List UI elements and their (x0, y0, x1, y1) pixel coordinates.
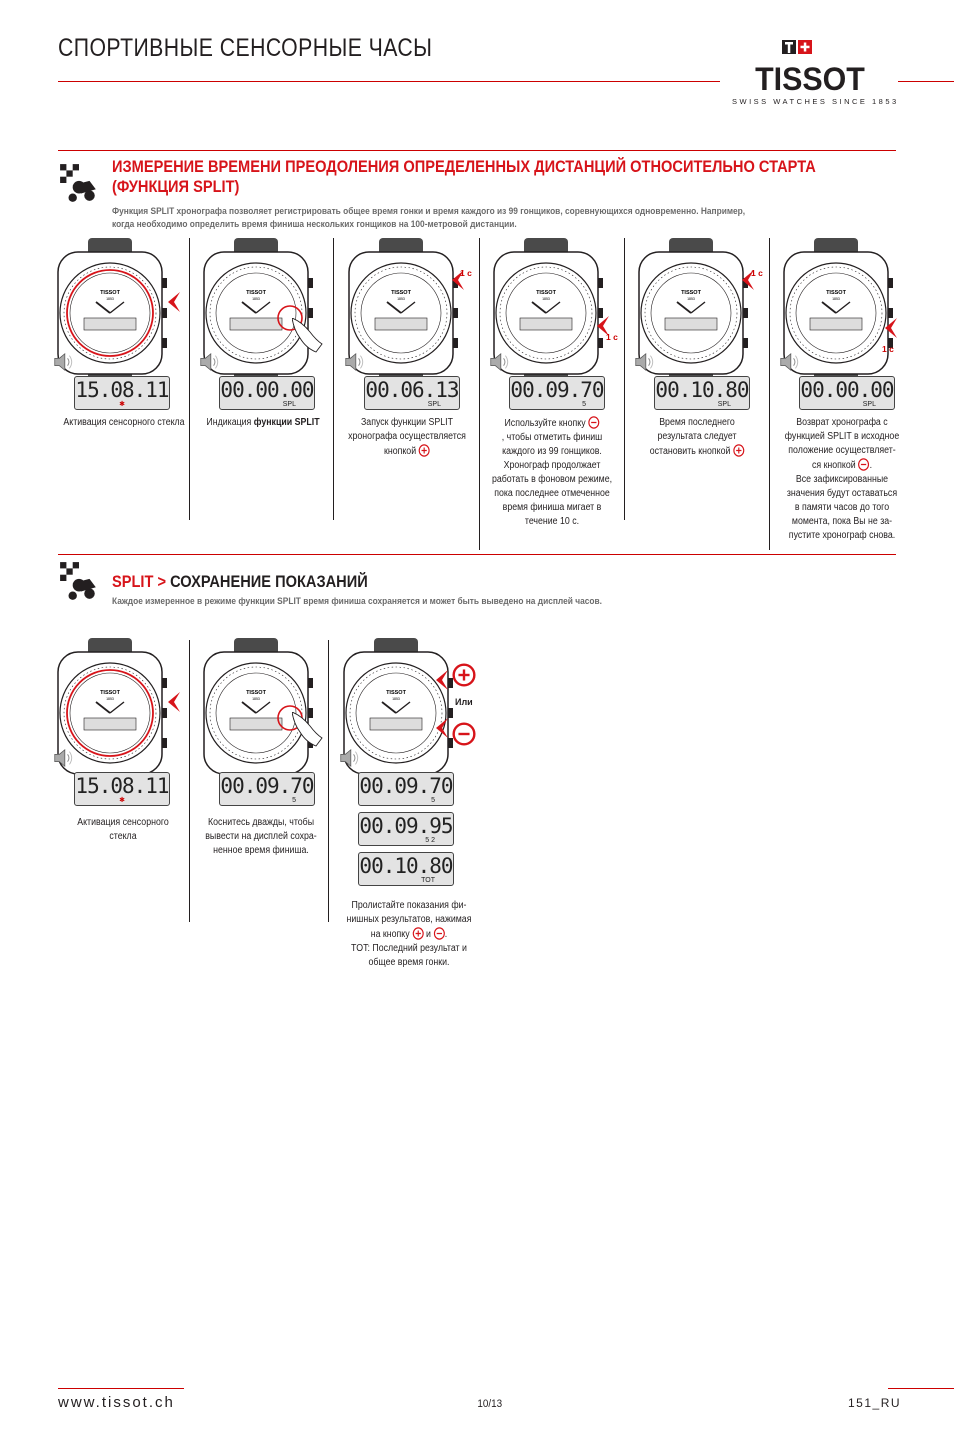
caption-line: пока последнее отмеченное (494, 488, 610, 499)
speaker-icon (52, 350, 74, 374)
caption-text: Индикация (206, 417, 254, 428)
section1-title-line2: (ФУНКЦИЯ SPLIT) (112, 177, 240, 196)
caption-line: Активация сенсорного (77, 817, 169, 828)
caption-conjunction: и (425, 929, 431, 940)
step-caption (490, 416, 613, 529)
divider (479, 238, 480, 550)
section2-title-prefix: SPLIT > (112, 572, 167, 591)
duration-label: 1 c (751, 268, 763, 278)
footer-url-link[interactable]: www.tissot.ch (58, 1394, 175, 1411)
step-caption (635, 416, 758, 459)
section2-title (112, 572, 368, 592)
divider (189, 238, 190, 520)
step-caption (204, 416, 322, 430)
plus-button-icon (412, 927, 423, 940)
chrono-race-icon (58, 162, 100, 204)
document-code: 151_RU (848, 1396, 902, 1410)
step-caption: Пролистайте показания фи- нишных результатов, нажимая на кнопку и . TOT: Последний результат и общее время гонки. (343, 899, 475, 970)
header-rule-right (898, 81, 954, 82)
press-arrow-icon (885, 318, 897, 338)
caption-line: Возврат хронографа с (796, 417, 888, 428)
caption-line: результата следует (657, 431, 737, 442)
page-number: 10/13 (477, 1398, 503, 1410)
caption-line: положение осуществляет- (788, 445, 896, 456)
lcd-display (358, 812, 454, 846)
divider (328, 640, 329, 922)
section1-rule (58, 150, 896, 151)
caption-line: в памяти часов до того (794, 502, 890, 513)
caption-line: ся кнопкой (811, 460, 856, 471)
speaker-icon (488, 350, 510, 374)
divider (189, 640, 190, 922)
section2-title-main: СОХРАНЕНИЕ ПОКАЗАНИЙ (170, 572, 368, 591)
lcd-display (74, 772, 170, 806)
caption-line: на кнопку (370, 929, 410, 940)
caption-text: Активация сенсорного стекла (63, 417, 185, 428)
lcd-indicator: TOT (421, 876, 435, 884)
plus-button-icon (452, 663, 476, 687)
speaker-icon (633, 350, 655, 374)
speaker-icon (52, 746, 74, 770)
caption-line: вывести на дисплей сохра- (205, 831, 317, 842)
footer-rule-right (888, 1388, 954, 1389)
section1-desc-line1: Функция SPLIT хронографа позволяет регистрировать общее время гонки и время каждого из 99 гонщиков, соревнующихся одновременно. Например, (112, 206, 746, 217)
press-arrow-icon (436, 670, 448, 690)
lcd-indicator: 5 (431, 796, 435, 804)
divider (624, 238, 625, 520)
section2-rule (58, 554, 896, 555)
step-caption (66, 816, 180, 844)
lcd-value: 00.09.70 (359, 773, 453, 798)
or-label: Или (455, 697, 473, 707)
step-caption (63, 416, 184, 430)
lcd-display (364, 376, 460, 410)
lcd-display (799, 376, 895, 410)
caption-line: Все зафиксированные (795, 474, 889, 485)
caption-line: течение 10 с. (524, 516, 580, 527)
caption-line: Пролистайте показания фи- (351, 900, 467, 911)
lcd-value: 00.09.70 (220, 773, 314, 798)
caption-line: работать в фоновом режиме, (491, 474, 613, 485)
touch-arrow-icon (168, 692, 180, 712)
caption-line: время финиша мигает в (502, 502, 602, 513)
speaker-icon (198, 350, 220, 374)
caption-line: стекла (109, 831, 137, 842)
caption-line: Используйте кнопку (504, 418, 586, 429)
lcd-value: 00.06.13 (365, 377, 459, 402)
step-caption: Возврат хронографа с функцией SPLIT в исходное положение осуществляет- ся кнопкой . Все зафиксированные значения будут оставаться в памяти часов до того момента, пока Вы не за- пустите хронограф снова. (780, 416, 903, 543)
plus-button-icon (733, 444, 744, 457)
finger-touch-icon (292, 318, 324, 354)
step-caption (345, 416, 468, 459)
press-arrow-icon (436, 718, 448, 738)
lcd-value: 15.08.11 (75, 773, 169, 798)
caption-line: Запуск функции SPLIT (360, 417, 453, 428)
caption-line: ненное время финиша. (213, 845, 309, 856)
lcd-value: 00.09.70 (510, 377, 604, 402)
caption-line: Хронограф продолжает (503, 460, 601, 471)
page-title: СПОРТИВНЫЕ СЕНСОРНЫЕ ЧАСЫ (58, 34, 433, 62)
section1-title-line1: ИЗМЕРЕНИЕ ВРЕМЕНИ ПРЕОДОЛЕНИЯ ОПРЕДЕЛЕННЫХ ДИСТАНЦИЙ ОТНОСИТЕЛЬНО СТАРТА (112, 157, 816, 176)
section1-description (112, 206, 745, 231)
section2-description: Каждое измеренное в режиме функции SPLIT время финиша сохраняется и может быть выведено на дисплей часов. (112, 596, 602, 607)
lcd-value: 00.00.00 (220, 377, 314, 402)
footer-rule (58, 1388, 184, 1389)
lcd-indicator: ✱ (119, 400, 125, 408)
lcd-value: 00.00.00 (800, 377, 894, 402)
section1-desc-line2: когда необходимо определить время финиша нескольких гонщиков на 100-метровой дистанции. (112, 218, 517, 230)
lcd-indicator: SPL (282, 400, 296, 408)
minus-button-icon (452, 722, 476, 746)
caption-line: Время последнего (659, 417, 735, 428)
step-caption (204, 816, 318, 858)
caption-line: Коснитесь дважды, чтобы (207, 817, 315, 828)
lcd-display (74, 376, 170, 410)
lcd-value: 00.10.80 (359, 853, 453, 878)
lcd-indicator: SPL (717, 400, 731, 408)
caption-line: хронографа осуществляется (348, 431, 466, 442)
caption-line: кнопкой (383, 446, 417, 457)
duration-label: 1 c (882, 344, 894, 354)
caption-line: , чтобы отметить финиш (501, 432, 603, 443)
duration-label: 1 c (606, 332, 618, 342)
lcd-display (654, 376, 750, 410)
header-rule (58, 81, 720, 82)
minus-button-icon (858, 458, 869, 471)
minus-button-icon (588, 416, 599, 429)
lcd-value: 00.10.80 (655, 377, 749, 402)
caption-line: TOT: Последний результат и (351, 943, 467, 954)
lcd-display (358, 772, 454, 806)
brand-wordmark: TISSOT (755, 61, 865, 98)
lcd-indicator: SPL (427, 400, 441, 408)
lcd-value: 00.09.95 (359, 813, 453, 838)
caption-line: функцией SPLIT в исходное (784, 431, 900, 442)
minus-button-icon (433, 927, 444, 940)
lcd-indicator: SPL (862, 400, 876, 408)
plus-button-icon (419, 444, 430, 457)
brand-tagline: SWISS WATCHES SINCE 1853 (732, 97, 899, 106)
caption-line: значения будут оставаться (786, 488, 898, 499)
speaker-icon (343, 350, 365, 374)
caption-line: момента, пока Вы не за- (791, 516, 893, 527)
lcd-display (509, 376, 605, 410)
lcd-indicator: 5 (582, 400, 586, 408)
caption-line: пустите хронограф снова. (788, 530, 896, 541)
divider (769, 238, 770, 550)
section1-title (112, 157, 816, 197)
caption-line: нишных результатов, нажимая (346, 914, 472, 925)
duration-label: 1 c (460, 268, 472, 278)
lcd-indicator: 5 2 (425, 836, 435, 844)
caption-bold: функции SPLIT (253, 417, 320, 428)
chrono-race-icon (58, 560, 100, 602)
touch-arrow-icon (168, 292, 180, 312)
lcd-display (358, 852, 454, 886)
caption-line: общее время гонки. (368, 957, 450, 968)
caption-line: каждого из 99 гонщиков. (502, 446, 602, 457)
finger-touch-icon (292, 712, 324, 748)
speaker-icon (778, 350, 800, 374)
lcd-indicator: 5 (292, 796, 296, 804)
speaker-icon (338, 746, 360, 770)
caption-line: остановить кнопкой (649, 446, 731, 457)
lcd-indicator: ✱ (119, 796, 125, 804)
lcd-display (219, 772, 315, 806)
lcd-display (219, 376, 315, 410)
divider (333, 238, 334, 520)
lcd-value: 15.08.11 (75, 377, 169, 402)
